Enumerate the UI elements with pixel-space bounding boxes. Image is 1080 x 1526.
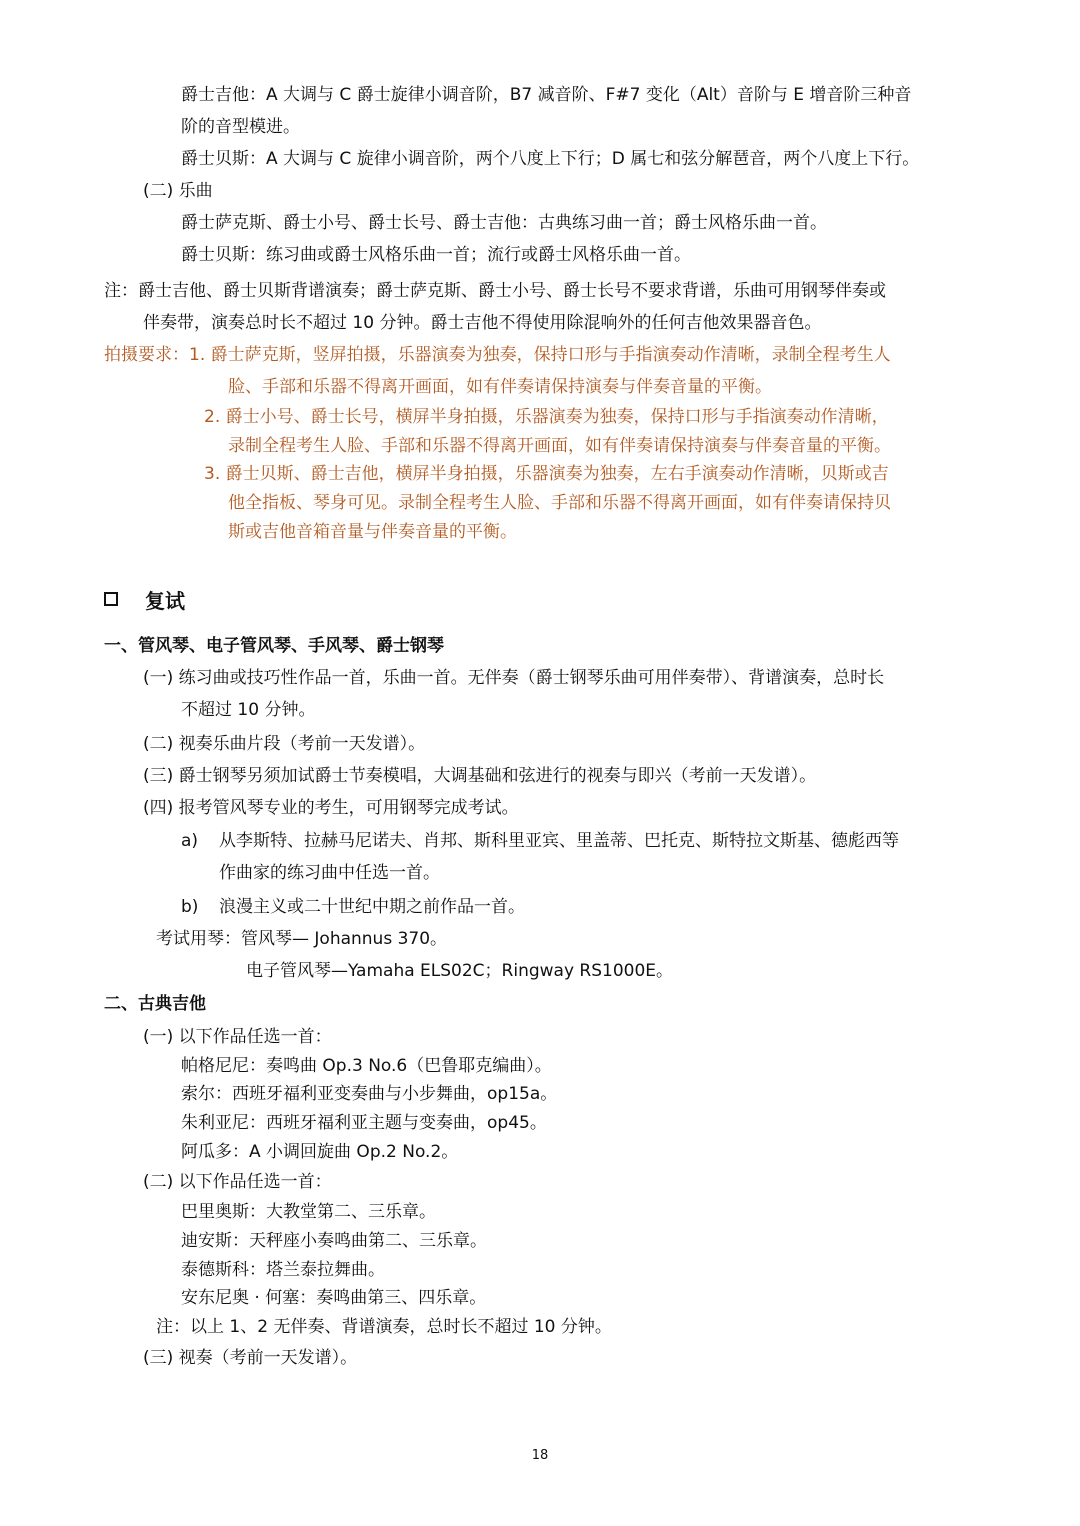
text-line: 浪漫主义或二十世纪中期之前作品一首。 — [219, 897, 525, 917]
text-line: 复试 — [145, 589, 185, 613]
text-line: 伴奏带，演奏总时长不超过 10 分钟。爵士吉他不得使用除混响外的任何吉他效果器音色。 — [143, 313, 822, 333]
text-line: 爵士吉他：A 大调与 C 爵士旋律小调音阶，B7 减音阶、F#7 变化（Alt）音阶与 E 增音阶三种音 — [181, 85, 912, 105]
text-line: b) — [181, 897, 199, 917]
text-line: 爵士贝斯：练习曲或爵士风格乐曲一首；流行或爵士风格乐曲一首。 — [181, 245, 691, 265]
text-line: 不超过 10 分钟。 — [181, 700, 316, 720]
text-line: 考试用琴：管风琴— Johannus 370。 — [156, 929, 448, 949]
text-line: 电子管风琴—Yamaha ELS02C；Ringway RS1000E。 — [246, 961, 674, 981]
text-line: 一、管风琴、电子管风琴、手风琴、爵士钢琴 — [104, 636, 444, 656]
text-line: 注：以上 1、2 无伴奏、背谱演奏，总时长不超过 10 分钟。 — [156, 1317, 612, 1337]
text-line: (二) 以下作品任选一首： — [143, 1172, 332, 1192]
text-line: 安东尼奥 · 何塞：奏鸣曲第三、四乐章。 — [181, 1288, 487, 1308]
text-line: 爵士萨克斯、爵士小号、爵士长号、爵士吉他：古典练习曲一首；爵士风格乐曲一首。 — [181, 213, 827, 233]
text-line: (一) 以下作品任选一首： — [143, 1027, 332, 1047]
text-line: 帕格尼尼：奏鸣曲 Op.3 No.6（巴鲁耶克编曲）。 — [181, 1056, 552, 1076]
text-line: (二) 乐曲 — [143, 181, 213, 201]
text-line: 从李斯特、拉赫马尼诺夫、肖邦、斯科里亚宾、里盖蒂、巴托克、斯特拉文斯基、德彪西等 — [219, 831, 899, 851]
text-line: 阶的音型模进。 — [181, 117, 300, 137]
text-line: 3. 爵士贝斯、爵士吉他，横屏半身拍摄，乐器演奏为独奏，左右手演奏动作清晰，贝斯或吉 — [204, 464, 889, 484]
checkbox-icon — [104, 592, 118, 606]
text-line: 录制全程考生人脸、手部和乐器不得离开画面，如有伴奏请保持演奏与伴奏音量的平衡。 — [228, 436, 891, 456]
text-line: 作曲家的练习曲中任选一首。 — [219, 863, 440, 883]
text-line: 索尔：西班牙福利亚变奏曲与小步舞曲，op15a。 — [181, 1084, 558, 1104]
text-line: 巴里奥斯：大教堂第二、三乐章。 — [181, 1202, 436, 1222]
text-line: 注：爵士吉他、爵士贝斯背谱演奏；爵士萨克斯、爵士小号、爵士长号不要求背谱，乐曲可用钢琴伴奏或 — [104, 281, 886, 301]
text-line: 泰德斯科：塔兰泰拉舞曲。 — [181, 1260, 385, 1280]
text-line: 迪安斯：天秤座小奏鸣曲第二、三乐章。 — [181, 1231, 487, 1251]
text-line: 朱利亚尼：西班牙福利亚主题与变奏曲，op45。 — [181, 1113, 547, 1133]
text-line: 拍摄要求：1. 爵士萨克斯，竖屏拍摄，乐器演奏为独奏，保持口形与手指演奏动作清晰，录制全程考生人 — [104, 345, 891, 365]
text-line: 二、古典吉他 — [104, 994, 206, 1014]
text-line: 他全指板、琴身可见。录制全程考生人脸、手部和乐器不得离开画面，如有伴奏请保持贝 — [228, 493, 891, 513]
text-line: (二) 视奏乐曲片段（考前一天发谱）。 — [143, 734, 426, 754]
text-line: (四) 报考管风琴专业的考生，可用钢琴完成考试。 — [143, 798, 519, 818]
text-line: (三) 爵士钢琴另须加试爵士节奏模唱，大调基础和弦进行的视奏与即兴（考前一天发谱）。 — [143, 766, 817, 786]
text-line: (一) 练习曲或技巧性作品一首，乐曲一首。无伴奏（爵士钢琴乐曲可用伴奏带）、背谱演奏，总时长 — [143, 668, 885, 688]
page-number: 18 — [531, 1448, 549, 1463]
text-line: a) — [181, 831, 199, 851]
text-line: (三) 视奏（考前一天发谱）。 — [143, 1348, 358, 1368]
text-line: 脸、手部和乐器不得离开画面，如有伴奏请保持演奏与伴奏音量的平衡。 — [228, 377, 772, 397]
text-line: 斯或吉他音箱音量与伴奏音量的平衡。 — [228, 522, 517, 542]
text-line: 阿瓜多：A 小调回旋曲 Op.2 No.2。 — [181, 1142, 459, 1162]
text-line: 2. 爵士小号、爵士长号，横屏半身拍摄，乐器演奏为独奏，保持口形与手指演奏动作清晰， — [204, 407, 889, 427]
text-line: 爵士贝斯：A 大调与 C 旋律小调音阶，两个八度上下行；D 属七和弦分解琶音，两个八度上下行。 — [181, 149, 920, 169]
